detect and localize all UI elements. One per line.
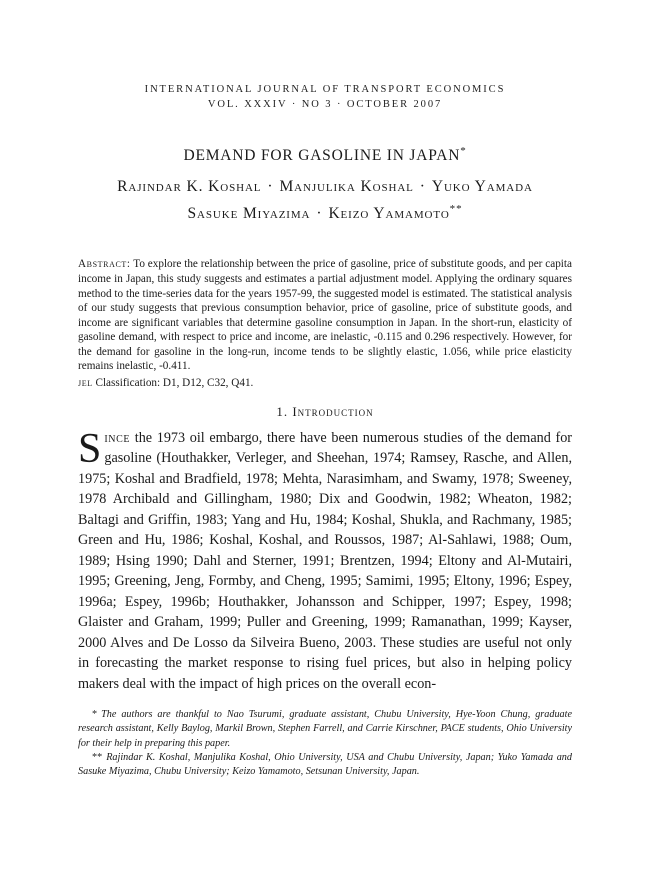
author-separator: · [267,178,274,196]
article-title [78,142,572,165]
footnotes [78,708,572,779]
title-text: DEMAND FOR GASOLINE IN JAPAN [183,147,461,165]
footnote [78,708,572,751]
author-footnote-mark: ** [449,203,463,216]
author-line-1 [78,175,572,198]
paper-page [78,0,572,780]
journal-issue: VOL. XXXIV · NO 3 · OCTOBER 2007 [207,99,443,110]
abstract [78,257,572,374]
author-separator: · [419,178,426,196]
footnote-mark: * [92,709,98,721]
title-footnote-mark: * [460,145,467,157]
intro-lead-word: ince [104,429,131,446]
section-heading: 1. Introduction [276,403,374,419]
jel-label: jel [78,377,93,390]
author-list [78,175,572,225]
abstract-text: To explore the relationship between the price of gasoline, price of substitute goods, and per capita income in Japan, this study suggests and estimates a partial adjustment model. Applying the ordinary squares method to the time-series data for the years 1957-99, the suggested model is estimated. The statistical analysis of our study suggests that previous consumption behavior, price of gasoline, price of substitute goods, and income are significant variables that determine gasoline consumption in Japan. In the short-run, elasticity of gasoline demand, with respect to price and income, are inelastic, -0.115 and 0.296 respectively. However, for the demand for gasoline in the long-run, income tends to be slightly elastic, 1.056, while price elasticity remains inelastic, -0.411. [78,258,572,373]
jel-classification [78,376,572,391]
journal-name: INTERNATIONAL JOURNAL OF TRANSPORT ECONOMICS [144,84,506,95]
footnote-text: Rajindar K. Koshal, Manjulika Koshal, Ohio University, USA and Chubu University, Japan; Yuko Yamada and Sasuke Miyazima, Chubu University; Keizo Yamamoto, Setsunan University, Japan. [78,752,572,778]
abstract-label: Abstract: [78,258,131,271]
drop-cap: S [78,425,102,472]
footnote-mark: ** [92,752,103,764]
intro-paragraph [78,425,573,695]
author-name: Keizo Yamamoto [328,205,450,223]
footnote-text: The authors are thankful to Nao Tsurumi, graduate assistant, Chubu University, Hye-Yoon Chung, graduate research assistant, Kelly Baylog, Markil Brown, Stephen Farrell, and Carrie Kirschner, PACE students, Ohio University for their help in preparing this paper. [78,709,572,749]
intro-text: the 1973 oil embargo, there have been numerous studies of the demand for gasoline (Houthakker, Verleger, and Sheehan, 1974; Ramsey, Rasche, and Allen, 1975; Koshal and Bradfield, 1978; Mehta, Narasimham, and Swamy, 1978; Sweeney, 1978 Archibald and Gillingham, 1980; Dix and Goodwin, 1982; Wheaton, 1982; Baltagi and Griffin, 1983; Yang and Hu, 1984; Koshal, Shukla, and Rachmany, 1985; Green and Hu, 1986; Koshal, Koshal, and Roussos, 1987; Al-Sahlawi, 1988; Oum, 1989; Hsing 1990; Dahl and Sterner, 1991; Brentzen, 1994; Eltony and Al-Mutairi, 1995; Greening, Jeng, Formby, and Cheng, 1995; Samimi, 1995; Eltony, 1996; Espey, 1996a; Espey, 1996b; Houthakker, Johansson and Schipper, 1997; Espey, 1998; Glaister and Graham, 1999; Puller and Greening, 1999; Ramanathan, 1999; Kayser, 2000 Alves and De Losso da Silveira Bueno, 2003. These studies are useful not only in forecasting the market response to rising fuel prices, but also in helping policy makers deal with the impact of high prices on the overall econ- [78,429,573,692]
author-name: Rajindar K. Koshal [117,178,262,196]
author-name: Sasuke Miyazima [187,205,311,223]
jel-codes: Classification: D1, D12, C32, Q41. [95,377,254,390]
author-separator: · [316,205,323,223]
author-name: Manjulika Koshal [279,178,414,196]
author-name: Yuko Yamada [431,178,533,196]
footnote [78,751,572,780]
author-line-2 [78,198,572,225]
